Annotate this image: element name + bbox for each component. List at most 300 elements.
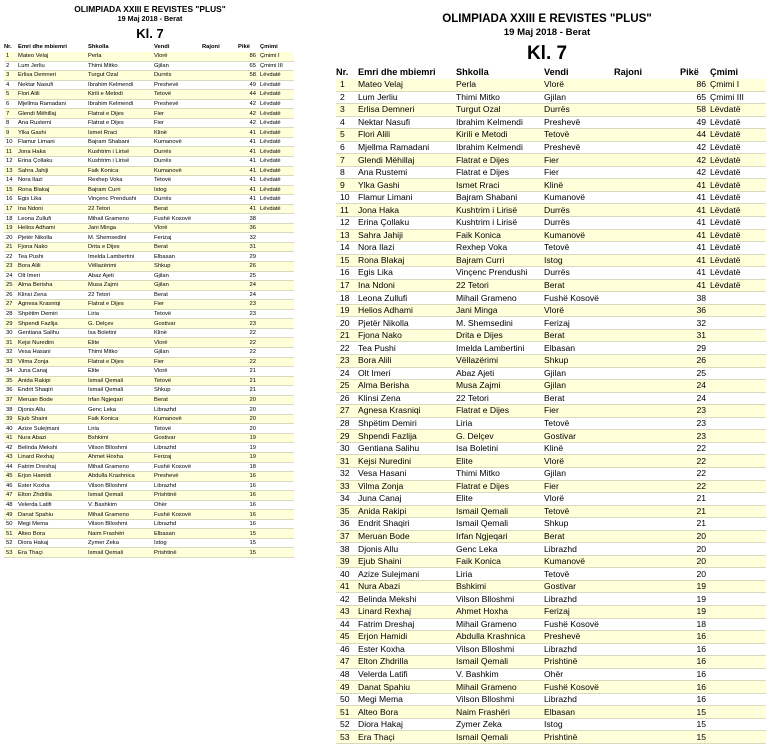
cell-name: Velerda Latifi xyxy=(18,500,88,510)
cell-name: Tea Pushi xyxy=(358,342,456,355)
cell-region xyxy=(202,214,238,224)
table-row xyxy=(4,109,294,119)
cell-award xyxy=(260,281,294,291)
cell-region xyxy=(202,433,238,443)
table-row xyxy=(336,631,766,644)
cell-nr: 36 xyxy=(336,518,358,531)
cell-name: Juna Canaj xyxy=(358,493,456,506)
cell-nr: 27 xyxy=(336,405,358,418)
cell-name: Ester Koxha xyxy=(18,481,88,491)
cell-name: Vilma Zonja xyxy=(18,357,88,367)
cell-city: Durrës xyxy=(544,217,614,230)
cell-points: 41 xyxy=(680,229,710,242)
cell-school: Ahmet Hoxha xyxy=(456,605,544,618)
cell-points: 41 xyxy=(238,204,260,214)
cell-city: Tetovë xyxy=(544,242,614,255)
cell-nr: 13 xyxy=(4,166,18,176)
cell-school: Liria xyxy=(88,309,154,319)
table-row xyxy=(336,518,766,531)
cell-school: Turgut Ozal xyxy=(456,104,544,117)
cell-school: Mihail Grameno xyxy=(88,510,154,520)
cell-nr: 11 xyxy=(336,204,358,217)
cell-nr: 45 xyxy=(336,631,358,644)
cell-award xyxy=(710,355,766,368)
cell-school: Elite xyxy=(456,493,544,506)
cell-award xyxy=(710,304,766,317)
cell-points: 20 xyxy=(238,405,260,415)
cell-points: 22 xyxy=(680,467,710,480)
cell-name: Megi Mema xyxy=(358,693,456,706)
cell-name: Anida Rakipi xyxy=(18,376,88,386)
cell-name: Flori Alili xyxy=(18,90,88,100)
cell-award xyxy=(710,568,766,581)
cell-name: Alma Berisha xyxy=(358,380,456,393)
cell-city: Fier xyxy=(544,405,614,418)
cell-city: Gjilan xyxy=(544,367,614,380)
table-row xyxy=(336,342,766,355)
cell-city: Istog xyxy=(154,185,202,195)
cell-city: Preshevë xyxy=(154,99,202,109)
cell-region xyxy=(202,519,238,529)
table-row xyxy=(4,538,294,548)
table-row xyxy=(336,455,766,468)
cell-region xyxy=(614,179,680,192)
cell-region xyxy=(202,262,238,272)
cell-points: 22 xyxy=(238,357,260,367)
cell-points: 16 xyxy=(680,656,710,669)
table-row xyxy=(336,329,766,342)
cell-name: Nora Ilazi xyxy=(358,242,456,255)
cell-award: Lëvdatë xyxy=(710,242,766,255)
cell-nr: 24 xyxy=(336,367,358,380)
results-table xyxy=(4,42,294,558)
cell-city: Shkup xyxy=(544,518,614,531)
cell-region xyxy=(614,317,680,330)
table-row xyxy=(4,90,294,100)
cell-award xyxy=(710,668,766,681)
cell-points: 29 xyxy=(680,342,710,355)
cell-award xyxy=(710,656,766,669)
cell-region xyxy=(614,580,680,593)
cell-region xyxy=(614,292,680,305)
cell-school: Flatrat e Dijes xyxy=(88,109,154,119)
cell-region xyxy=(614,442,680,455)
cell-city: Fushë Kosovë xyxy=(154,214,202,224)
cell-name: Nura Abazi xyxy=(18,433,88,443)
table-row xyxy=(336,191,766,204)
table-row xyxy=(336,417,766,430)
cell-points: 23 xyxy=(238,300,260,310)
cell-region xyxy=(614,141,680,154)
table-row xyxy=(4,290,294,300)
cell-points: 32 xyxy=(680,317,710,330)
cell-award: Çmimi III xyxy=(260,61,294,71)
cell-nr: 53 xyxy=(336,731,358,744)
cell-school: Bajram Curri xyxy=(456,254,544,267)
cell-name: Gentiana Salihu xyxy=(18,328,88,338)
cell-city: Elbasan xyxy=(154,252,202,262)
cell-award xyxy=(710,493,766,506)
table-row xyxy=(336,618,766,631)
cell-points: 20 xyxy=(238,395,260,405)
cell-points: 22 xyxy=(238,347,260,357)
cell-name: Kejsi Nuredini xyxy=(18,338,88,348)
cell-city: Prishtinë xyxy=(544,731,614,744)
cell-nr: 1 xyxy=(336,79,358,91)
cell-school: Drita e Dijes xyxy=(88,242,154,252)
cell-award xyxy=(260,386,294,396)
cell-name: Helios Adhami xyxy=(18,223,88,233)
cell-name: Egis Lika xyxy=(18,195,88,205)
cell-points: 86 xyxy=(680,79,710,91)
cell-nr: 1 xyxy=(4,52,18,61)
cell-school: Abaz Ajeti xyxy=(88,271,154,281)
col-header-award: Çmimi xyxy=(260,44,278,50)
cell-points: 41 xyxy=(238,157,260,167)
cell-award xyxy=(260,223,294,233)
cell-nr: 30 xyxy=(336,442,358,455)
cell-points: 19 xyxy=(680,593,710,606)
cell-region xyxy=(202,386,238,396)
cell-school: Mihail Grameno xyxy=(456,292,544,305)
cell-name: Elton Zhdrilla xyxy=(358,656,456,669)
col-header-region: Rajoni xyxy=(614,67,643,77)
cell-nr: 5 xyxy=(4,90,18,100)
cell-city: Klinë xyxy=(544,442,614,455)
table-row xyxy=(4,319,294,329)
cell-points: 41 xyxy=(238,185,260,195)
cell-nr: 51 xyxy=(4,529,18,539)
col-header-nr: Nr. xyxy=(4,44,12,50)
cell-school: 22 Tetori xyxy=(88,290,154,300)
cell-award xyxy=(260,319,294,329)
cell-name: Erina Çollaku xyxy=(358,217,456,230)
cell-points: 41 xyxy=(680,254,710,267)
cell-school: Vilson Blloshmi xyxy=(88,481,154,491)
cell-name: Danat Spahiu xyxy=(18,510,88,520)
cell-name: Ejub Shaini xyxy=(18,414,88,424)
cell-nr: 14 xyxy=(336,242,358,255)
cell-nr: 29 xyxy=(4,319,18,329)
cell-award: Lëvdatë xyxy=(710,217,766,230)
cell-school: Vilson Blloshmi xyxy=(88,443,154,453)
cell-name: Endrit Shaqiri xyxy=(18,386,88,396)
cell-nr: 9 xyxy=(336,179,358,192)
cell-points: 24 xyxy=(238,281,260,291)
cell-school: Vëllazërimi xyxy=(88,262,154,272)
cell-school: Irfan Ngjeqari xyxy=(88,395,154,405)
table-row xyxy=(336,668,766,681)
cell-points: 15 xyxy=(238,529,260,539)
cell-region xyxy=(614,518,680,531)
cell-nr: 47 xyxy=(4,491,18,501)
col-header-region: Rajoni xyxy=(202,44,220,50)
cell-award xyxy=(260,309,294,319)
cell-points: 23 xyxy=(680,430,710,443)
cell-name: Glendi Mëhillaj xyxy=(358,154,456,167)
cell-nr: 3 xyxy=(336,104,358,117)
cell-city: Fier xyxy=(544,154,614,167)
cell-nr: 23 xyxy=(336,355,358,368)
cell-region xyxy=(202,319,238,329)
cell-school: Mihail Grameno xyxy=(88,214,154,224)
cell-school: Ibrahim Kelmendi xyxy=(456,141,544,154)
cell-nr: 22 xyxy=(4,252,18,262)
cell-award xyxy=(710,455,766,468)
cell-nr: 37 xyxy=(4,395,18,405)
cell-school: Kirili e Metodi xyxy=(88,90,154,100)
cell-region xyxy=(614,79,680,91)
cell-nr: 10 xyxy=(336,191,358,204)
cell-region xyxy=(614,505,680,518)
cell-school: V. Bashkim xyxy=(88,500,154,510)
table-row xyxy=(336,568,766,581)
cell-award xyxy=(260,529,294,539)
cell-region xyxy=(202,367,238,377)
cell-points: 38 xyxy=(680,292,710,305)
cell-nr: 41 xyxy=(336,580,358,593)
cell-nr: 40 xyxy=(4,424,18,434)
cell-nr: 4 xyxy=(4,80,18,90)
cell-school: Ismail Qemali xyxy=(456,518,544,531)
cell-nr: 6 xyxy=(4,99,18,109)
cell-award: Lëvdatë xyxy=(710,279,766,292)
col-header-city: Vendi xyxy=(544,67,569,77)
cell-award: Lëvdatë xyxy=(260,71,294,81)
cell-name: Ylka Gashi xyxy=(358,179,456,192)
table-row xyxy=(336,79,766,91)
table-row xyxy=(4,204,294,214)
cell-region xyxy=(614,392,680,405)
cell-city: Librazhd xyxy=(544,543,614,556)
cell-school: Faik Konica xyxy=(88,414,154,424)
cell-points: 20 xyxy=(680,555,710,568)
cell-school: Naim Frashëri xyxy=(88,529,154,539)
cell-city: Durrës xyxy=(544,204,614,217)
cell-nr: 30 xyxy=(4,328,18,338)
col-header-award: Çmimi xyxy=(710,67,739,77)
cell-city: Elbasan xyxy=(154,529,202,539)
cell-school: Vilson Blloshmi xyxy=(456,643,544,656)
col-header-name: Emri dhe mbiemri xyxy=(358,67,436,77)
cell-city: Librazhd xyxy=(154,443,202,453)
cell-nr: 44 xyxy=(336,618,358,631)
cell-city: Vlorë xyxy=(154,338,202,348)
table-row xyxy=(4,443,294,453)
table-row xyxy=(4,367,294,377)
table-row xyxy=(4,338,294,348)
cell-award xyxy=(710,706,766,719)
cell-city: Gjilan xyxy=(154,61,202,71)
cell-region xyxy=(202,128,238,138)
cell-award xyxy=(710,518,766,531)
table-row xyxy=(4,529,294,539)
cell-name: Alma Berisha xyxy=(18,281,88,291)
cell-name: Tea Pushi xyxy=(18,252,88,262)
table-row xyxy=(336,681,766,694)
cell-city: Tetovë xyxy=(544,417,614,430)
results-table xyxy=(336,65,766,744)
cell-points: 20 xyxy=(238,414,260,424)
cell-name: Sahra Jahiji xyxy=(18,166,88,176)
cell-school: Jani Minga xyxy=(88,223,154,233)
cell-school: Kushtrim i Lirisë xyxy=(456,217,544,230)
cell-award: Lëvdatë xyxy=(260,128,294,138)
cell-points: 44 xyxy=(238,90,260,100)
cell-award xyxy=(710,367,766,380)
cell-city: Durrës xyxy=(544,104,614,117)
cell-region xyxy=(202,204,238,214)
cell-school: Musa Zajmi xyxy=(88,281,154,291)
cell-nr: 43 xyxy=(336,605,358,618)
cell-school: Abdulla Krashnica xyxy=(456,631,544,644)
cell-points: 20 xyxy=(680,530,710,543)
cell-award xyxy=(260,367,294,377)
class-title: Kl. 7 xyxy=(136,26,164,41)
cell-points: 21 xyxy=(680,505,710,518)
cell-city: Gostivar xyxy=(544,580,614,593)
cell-region xyxy=(614,706,680,719)
cell-school: Ahmet Hoxha xyxy=(88,452,154,462)
cell-region xyxy=(202,405,238,415)
cell-region xyxy=(614,530,680,543)
cell-nr: 32 xyxy=(4,347,18,357)
cell-school: Rexhep Voka xyxy=(88,176,154,186)
cell-award xyxy=(260,347,294,357)
cell-city: Fier xyxy=(544,166,614,179)
cell-award xyxy=(710,580,766,593)
cell-region xyxy=(202,61,238,71)
cell-award: Lëvdatë xyxy=(710,254,766,267)
cell-points: 42 xyxy=(238,99,260,109)
table-row xyxy=(4,223,294,233)
cell-points: 18 xyxy=(238,462,260,472)
cell-school: Abaz Ajeti xyxy=(456,367,544,380)
cell-award xyxy=(710,405,766,418)
cell-region xyxy=(202,395,238,405)
table-row xyxy=(336,380,766,393)
cell-nr: 31 xyxy=(336,455,358,468)
table-row xyxy=(4,242,294,252)
cell-region xyxy=(202,90,238,100)
cell-name: Azize Sulejmani xyxy=(358,568,456,581)
cell-school: 22 Tetori xyxy=(456,392,544,405)
cell-award: Lëvdatë xyxy=(710,141,766,154)
cell-name: Linard Rexhaj xyxy=(358,605,456,618)
cell-award xyxy=(710,505,766,518)
cell-nr: 46 xyxy=(4,481,18,491)
cell-city: Kumanovë xyxy=(154,414,202,424)
cell-school: Mihail Grameno xyxy=(456,681,544,694)
cell-nr: 23 xyxy=(4,262,18,272)
cell-city: Preshevë xyxy=(154,80,202,90)
cell-city: Elbasan xyxy=(544,706,614,719)
table-row xyxy=(4,137,294,147)
table-row xyxy=(4,386,294,396)
cell-city: Fushë Kosovë xyxy=(544,681,614,694)
cell-school: Bajram Curri xyxy=(88,185,154,195)
cell-nr: 28 xyxy=(4,309,18,319)
cell-points: 42 xyxy=(238,118,260,128)
cell-points: 16 xyxy=(680,681,710,694)
cell-name: Bora Alili xyxy=(18,262,88,272)
cell-award xyxy=(260,395,294,405)
cell-points: 41 xyxy=(238,128,260,138)
cell-name: Ana Rustemi xyxy=(18,118,88,128)
cell-name: Djonis Allu xyxy=(18,405,88,415)
cell-region xyxy=(202,271,238,281)
cell-nr: 34 xyxy=(4,367,18,377)
cell-points: 38 xyxy=(238,214,260,224)
table-row xyxy=(336,555,766,568)
cell-region xyxy=(614,380,680,393)
table-row xyxy=(336,605,766,618)
cell-name: Rona Blakaj xyxy=(358,254,456,267)
cell-award xyxy=(710,530,766,543)
cell-award xyxy=(710,643,766,656)
table-row xyxy=(4,281,294,291)
cell-points: 18 xyxy=(680,618,710,631)
table-row xyxy=(336,656,766,669)
table-row xyxy=(4,52,294,61)
cell-school: V. Bashkim xyxy=(456,668,544,681)
cell-city: Fier xyxy=(154,109,202,119)
cell-school: Flatrat e Dijes xyxy=(88,357,154,367)
cell-nr: 38 xyxy=(336,543,358,556)
table-row xyxy=(336,643,766,656)
cell-nr: 40 xyxy=(336,568,358,581)
cell-school: Perla xyxy=(456,79,544,91)
cell-award: Lëvdatë xyxy=(710,166,766,179)
cell-region xyxy=(614,455,680,468)
cell-school: Ibrahim Kelmendi xyxy=(88,80,154,90)
cell-region xyxy=(614,643,680,656)
cell-nr: 11 xyxy=(4,147,18,157)
cell-award xyxy=(260,376,294,386)
cell-city: Vlorë xyxy=(544,79,614,91)
document-subtitle: 19 Maj 2018 - Berat xyxy=(503,27,591,38)
table-row xyxy=(336,267,766,280)
cell-city: Klinë xyxy=(544,179,614,192)
cell-name: Belinda Mekshi xyxy=(358,593,456,606)
cell-region xyxy=(614,467,680,480)
cell-school: Abdulla Krashnica xyxy=(88,472,154,482)
cell-nr: 3 xyxy=(4,71,18,81)
cell-points: 19 xyxy=(680,605,710,618)
table-row xyxy=(336,292,766,305)
cell-name: Ejub Shaini xyxy=(358,555,456,568)
cell-city: Vlorë xyxy=(544,304,614,317)
cell-school: Bshkimi xyxy=(456,580,544,593)
col-header-points: Pikë xyxy=(680,67,699,77)
cell-award: Çmimi I xyxy=(710,79,766,91)
table-row xyxy=(4,433,294,443)
cell-region xyxy=(202,481,238,491)
cell-name: Alteo Bora xyxy=(358,706,456,719)
cell-award xyxy=(710,380,766,393)
cell-city: Gjilan xyxy=(154,271,202,281)
document-title: OLIMPIADA XXIII E REVISTES "PLUS" xyxy=(74,4,226,14)
cell-nr: 21 xyxy=(4,242,18,252)
cell-region xyxy=(202,109,238,119)
cell-city: Berat xyxy=(154,242,202,252)
cell-points: 32 xyxy=(238,233,260,243)
table-row xyxy=(4,519,294,529)
cell-name: Vesa Hasani xyxy=(358,467,456,480)
cell-school: Isa Boletini xyxy=(88,328,154,338)
cell-points: 16 xyxy=(680,643,710,656)
cell-school: Ismail Qemali xyxy=(88,548,154,558)
